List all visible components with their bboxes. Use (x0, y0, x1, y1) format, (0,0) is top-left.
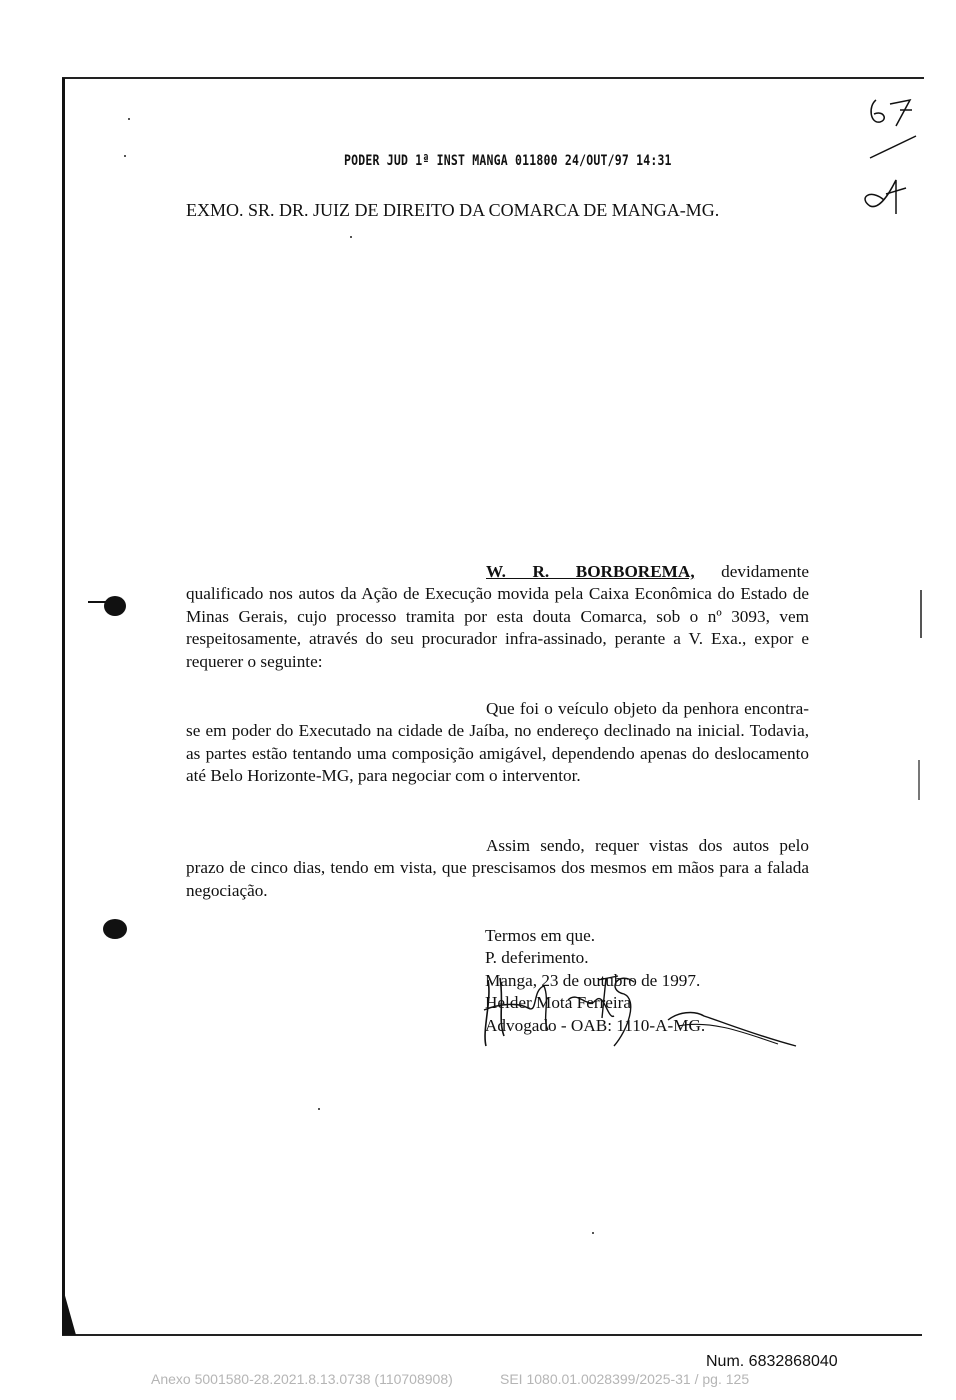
protocol-stamp: PODER JUD 1ª INST MANGA 011800 24/OUT/97 14:31 (344, 151, 672, 169)
body-paragraph-3 (186, 835, 809, 902)
scan-speck (592, 1232, 594, 1234)
scan-speck (318, 1108, 320, 1110)
scan-border-top (62, 77, 924, 79)
punch-hole-line (88, 601, 110, 603)
body-paragraph-1 (186, 561, 809, 673)
scan-border-left (62, 78, 65, 1336)
addressee-heading: EXMO. SR. DR. JUIZ DE DIREITO DA COMARCA DE MANGA-MG. (186, 200, 720, 220)
signer-name: Helder Mota Ferreira (485, 993, 632, 1013)
punch-hole-mark (103, 919, 127, 939)
signer-role: Advogado - OAB: 1110-A-MG. (485, 1015, 706, 1035)
scan-line-right (920, 590, 922, 638)
handwritten-signature (478, 960, 808, 1060)
closing-line-terms: Termos em que. (485, 926, 596, 945)
handwritten-page-mark (850, 88, 930, 228)
annex-reference: Anexo 5001580-28.2021.8.13.0738 (110708908) (151, 1371, 453, 1387)
scan-speck (350, 236, 352, 238)
scan-speck (128, 118, 130, 120)
paragraph-2-text: Que foi o veículo objeto da penhora encontra-se em poder do Executado na cidade de Jaíba, no endereço declinado na inicial. Todavia, as partes estão tentando uma composição amigável, dependendo apenas do deslocamento até Belo Horizonte-MG, para negociar com o interventor. (186, 699, 809, 786)
paragraph-1-text: devidamente qualificado nos autos da Ação de Execução movida pela Caixa Econômica do Estado de Minas Gerais, cujo processo tramita por esta douta Comarca, sob o nº 3093, vem respeitosamente, através do seu procurador infra-assinado, perante a V. Exa., expor e requerer o seguinte: (186, 562, 809, 671)
scan-border-bottom (62, 1334, 922, 1336)
party-name: W. R. BORBOREMA, (486, 562, 695, 581)
closing-date: Manga, 23 de outubro de 1997. (485, 970, 701, 990)
closing-line-request: P. deferimento. (485, 948, 589, 968)
paragraph-3-text: Assim sendo, requer vistas dos autos pelo prazo de cinco dias, tendo em vista, que prescisamos dos mesmos em mãos para a falada negociação. (186, 836, 809, 900)
body-paragraph-2 (186, 698, 809, 788)
sei-reference: SEI 1080.01.0028399/2025-31 / pg. 125 (500, 1371, 750, 1387)
scan-speck (124, 155, 126, 157)
punch-hole-mark (104, 596, 126, 616)
scan-line-right (918, 760, 920, 800)
scan-corner-mark (62, 1285, 76, 1335)
document-number: Num. 6832868040 (706, 1353, 838, 1370)
